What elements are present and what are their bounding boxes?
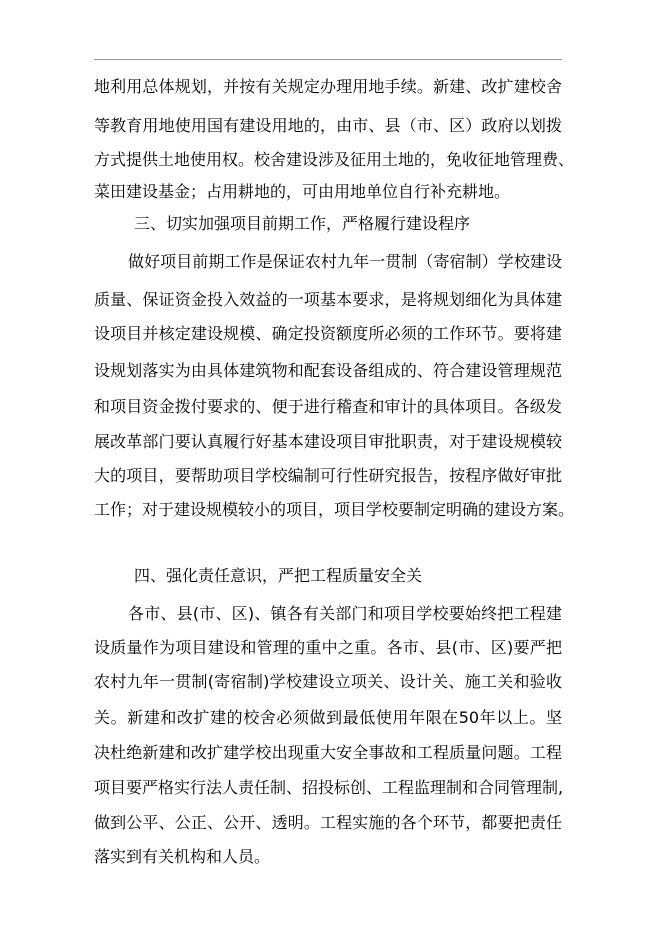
text-line: 工作；对于建设规模较小的项目，项目学校要制定明确的建设方案。 <box>94 500 575 519</box>
text-line: 各市、县(市、区)、镇各有关部门和项目学校要始终把工程建 <box>128 604 562 623</box>
text-line: 质量、保证资金投入效益的一项基本要求，是将规划细化为具体建 <box>94 290 562 309</box>
text-line: 设规划落实为由具体建筑物和配套设备组成的、符合建设管理规范 <box>94 361 562 380</box>
text-line: 设质量作为项目建设和管理的重中之重。各市、县(市、区)要严把 <box>94 638 562 657</box>
text-line: 做到公平、公正、公开、透明。工程实施的各个环节，都要把责任 <box>94 813 562 832</box>
text-line: 展改革部门要认真履行好基本建设项目审批职责，对于建设规模较 <box>94 432 562 451</box>
text-line: 地利用总体规划，并按有关规定办理用地手续。新建、改扩建校舍 <box>94 77 562 96</box>
text-line: 决杜绝新建和改扩建学校出现重大安全事故和工程质量问题。工程 <box>94 743 562 762</box>
text-line: 关。新建和改扩建的校舍必须做到最低使用年限在50年以上。坚 <box>94 708 562 727</box>
text-line: 农村九年一贯制(寄宿制)学校建设立项关、设计关、施工关和验收 <box>94 672 562 691</box>
header-rule <box>94 59 562 60</box>
text-line: 做好项目前期工作是保证农村九年一贯制（寄宿制）学校建设 <box>128 252 562 271</box>
text-line: 方式提供土地使用权。校舍建设涉及征用土地的，免收征地管理费、 <box>94 150 575 169</box>
text-line: 菜田建设基金；占用耕地的，可由用地单位自行补充耕地。 <box>94 182 511 201</box>
section-heading: 四、强化责任意识，严把工程质量安全关 <box>134 566 423 585</box>
text-line: 等教育用地使用国有建设用地的，由市、县（市、区）政府以划拨 <box>94 116 562 135</box>
text-line: 项目要严格实行法人责任制、招投标创、工程监理制和合同管理制, <box>94 778 564 797</box>
text-line: 大的项目，要帮助项目学校编制可行性研究报告，按程序做好审批 <box>94 466 562 485</box>
text-line: 和项目资金拨付要求的、便于进行稽查和审计的具体项目。各级发 <box>94 397 562 416</box>
text-line: 设项目并核定建设规模、确定投资额度所必须的工作环节。要将建 <box>94 324 562 343</box>
text-line: 落实到有关机构和人员。 <box>94 847 271 866</box>
section-heading: 三、切实加强项目前期工作，严格履行建设程序 <box>134 214 471 233</box>
